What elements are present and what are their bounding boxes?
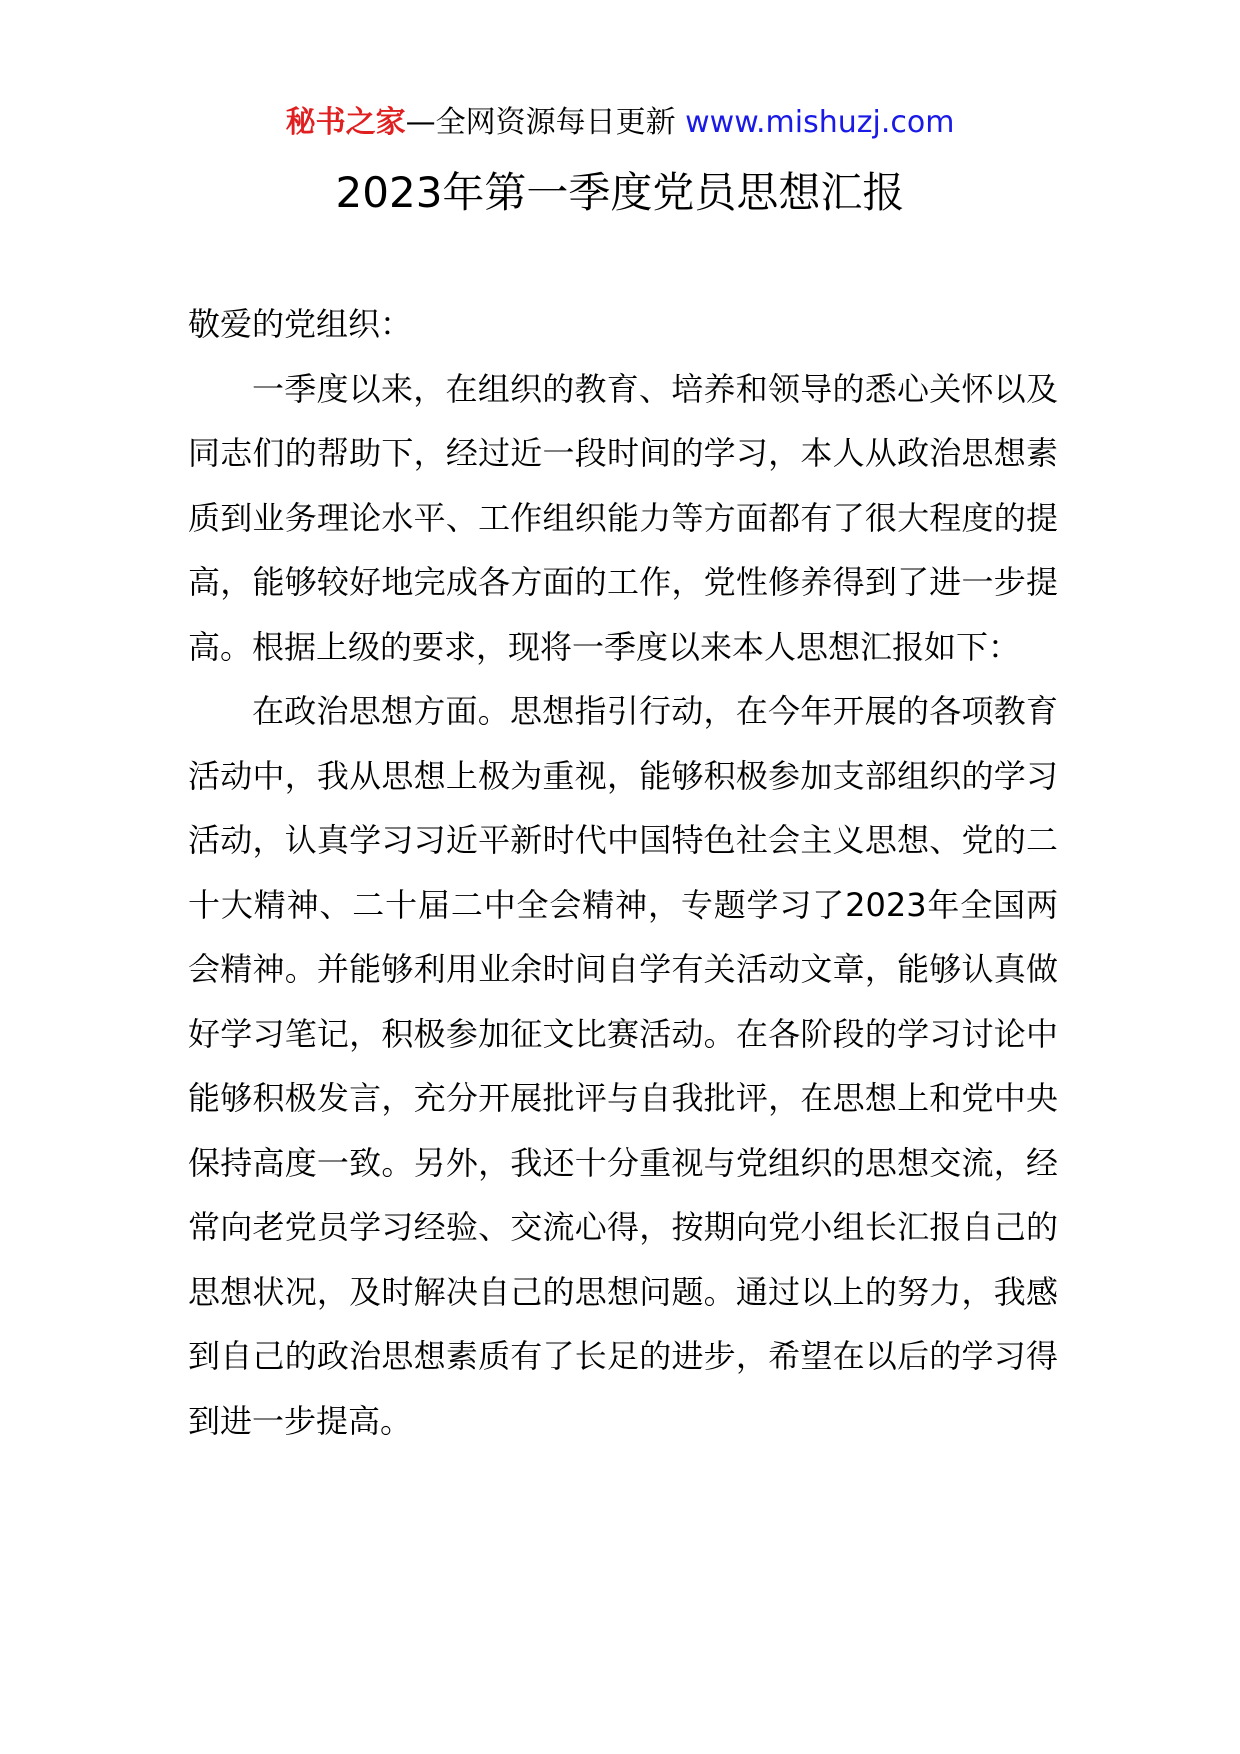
document-body: [188, 292, 1058, 1453]
salutation: 敬爱的党组织：: [188, 305, 413, 343]
paragraph-intro: 一季度以来，在组织的教育、培养和领导的悉心关怀以及同志们的帮助下，经过近一段时间的学习，本人从政治思想素质到业务理论水平、工作组织能力等方面都有了很大程度的提高，能够较好地完成各方面的工作，党性修养得到了进一步提高。根据上级的要求，现将一季度以来本人思想汇报如下：: [188, 369, 1058, 666]
brand-name: 秘书之家: [285, 105, 406, 140]
header-tagline: —全网资源每日更新: [405, 105, 676, 140]
paragraph-political-thought: 在政治思想方面。思想指引行动，在今年开展的各项教育活动中，我从思想上极为重视，能够积极参加支部组织的学习活动，认真学习习近平新时代中国特色社会主义思想、党的二十大精神、二十届二中全会精神，专题学习了2023年全国两会精神。并能够利用业余时间自学有关活动文章，能够认真做好学习笔记，积极参加征文比赛活动。在各阶段的学习讨论中能够积极发言，充分开展批评与自我批评，在思想上和党中央保持高度一致。另外，我还十分重视与党组织的思想交流，经常向老党员学习经验、交流心得，按期向党小组长汇报自己的思想状况，及时解决自己的思想问题。通过以上的努力，我感到自己的政治思想素质有了长足的进步，希望在以后的学习得到进一步提高。: [188, 692, 1058, 1440]
site-url-link[interactable]: www.mishuzj.com: [685, 105, 955, 140]
document-title: 2023年第一季度党员思想汇报: [335, 168, 905, 217]
site-header: [0, 103, 1240, 143]
